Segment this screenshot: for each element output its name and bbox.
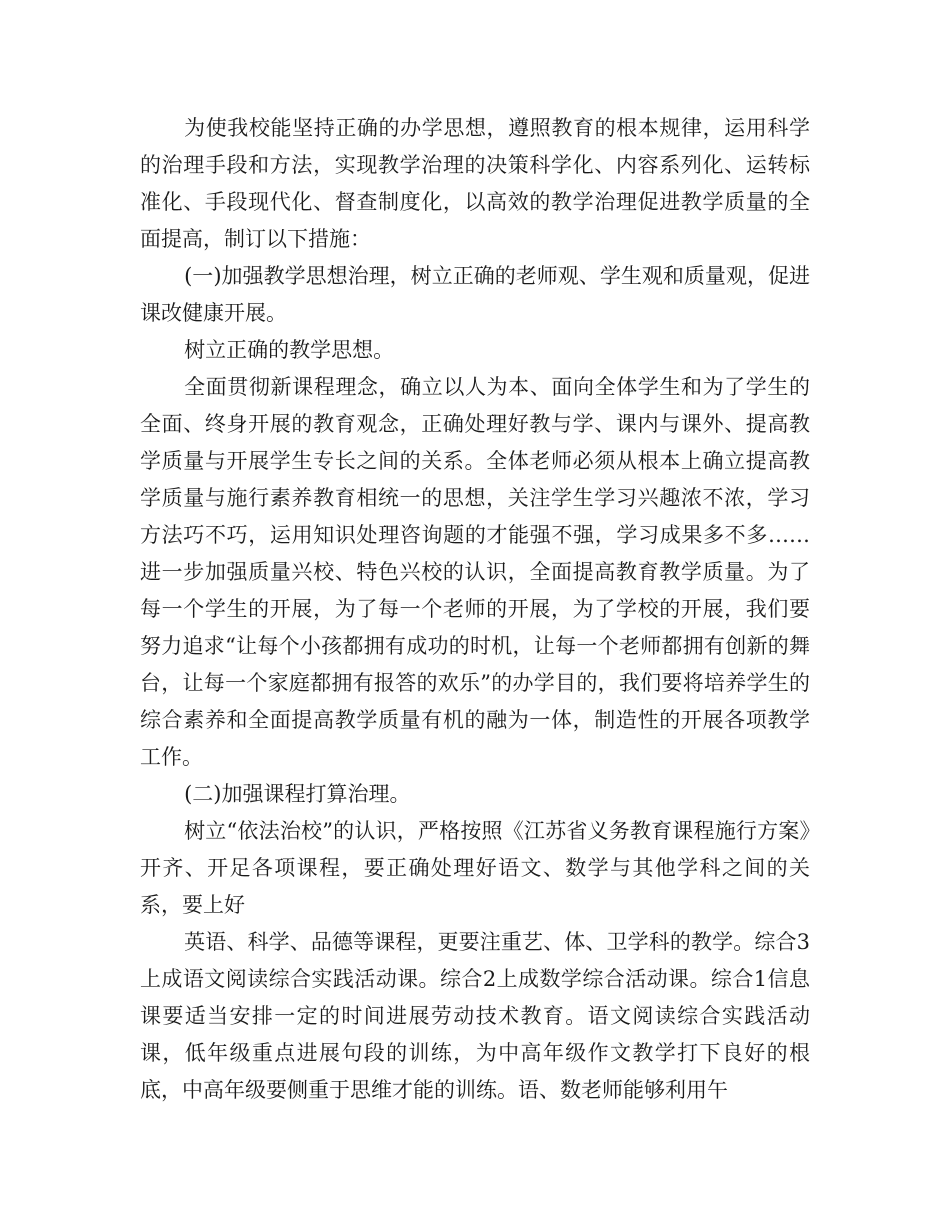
paragraph-body-2: 树立“依法治校”的认识，严格按照《江苏省义务教育课程施行方案》开齐、开足各项课程，要正确处理好语文、数学与其他学科之间的关系，要上好	[140, 819, 810, 917]
paragraph-heading-1: (一)加强教学思想治理，树立正确的老师观、学生观和质量观，促进课改健康开展。	[140, 264, 810, 325]
document-body	[140, 110, 810, 1109]
paragraph-body-3: 英语、科学、品德等课程，更要注重艺、体、卫学科的教学。综合3上成语文阅读综合实践活动课。综合2上成数学综合活动课。综合1信息课要适当安排一定的时间进展劳动技术教育。语文阅读综合实践活动课，低年级重点进展句段的训练，为中高年级作文教学打下良好的根底，中高年级要侧重于思维才能的训练。语、数老师能够利用午	[140, 930, 810, 1102]
paragraph-subheading: 树立正确的教学思想。	[184, 338, 395, 362]
paragraph-body-1: 全面贯彻新课程理念，确立以人为本、面向全体学生和为了学生的全面、终身开展的教育观念，正确处理好教与学、课内与课外、提高教学质量与开展学生专长之间的关系。全体老师必须从根本上确立提高教学质量与施行素养教育相统一的思想，关注学生学习兴趣浓不浓，学习方法巧不巧，运用知识处理咨询题的才能强不强，学习成果多不多……进一步加强质量兴校、特色兴校的认识，全面提高教育教学质量。为了每一个学生的开展，为了每一个老师的开展，为了学校的开展，我们要努力追求“让每个小孩都拥有成功的时机，让每一个老师都拥有创新的舞台，让每一个家庭都拥有报答的欢乐”的办学目的，我们要将培养学生的综合素养和全面提高教学质量有机的融为一体，制造性的开展各项教学工作。	[140, 375, 810, 769]
paragraph-heading-2: (二)加强课程打算治理。	[184, 782, 411, 806]
paragraph-intro: 为使我校能坚持正确的办学思想，遵照教育的根本规律，运用科学的治理手段和方法，实现教学治理的决策科学化、内容系列化、运转标准化、手段现代化、督查制度化，以高效的教学治理促进教学质量的全面提高，制订以下措施：	[140, 116, 810, 251]
